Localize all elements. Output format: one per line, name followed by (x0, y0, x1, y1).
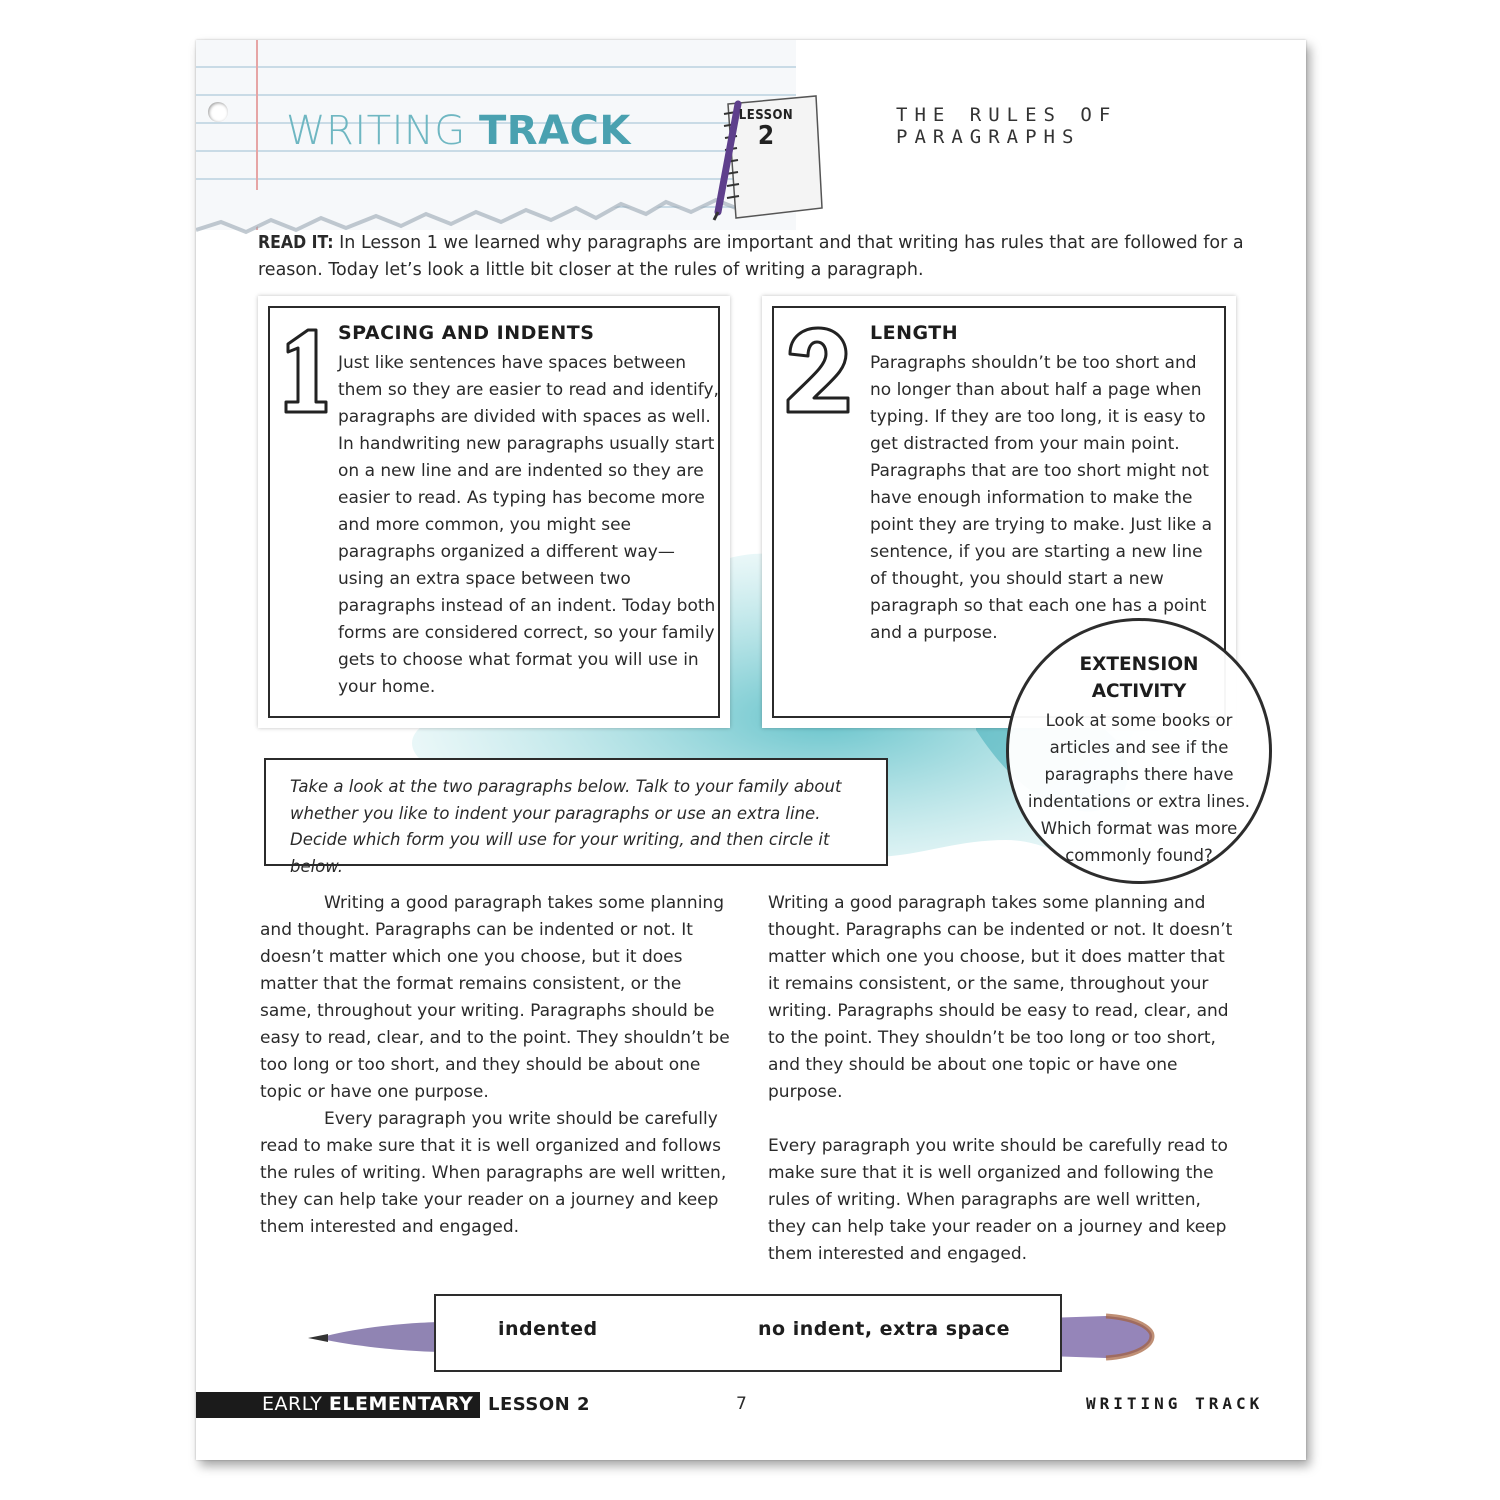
extension-activity-circle (1006, 618, 1272, 884)
rule-2-heading: LENGTH (870, 322, 959, 344)
footer-level: EARLY ELEMENTARY (262, 1393, 474, 1415)
page-topic: THE RULES OF PARAGRAPHS (896, 104, 1118, 148)
read-it-intro: READ IT: In Lesson 1 we learned why paragraphs are important and that writing has rules that are followed for a reason. Today let’s look a little bit closer at the rules of writing a paragraph. (258, 233, 1244, 280)
number-1-graphic (280, 326, 330, 416)
example-spaced-paragraph-2: Every paragraph you write should be carefully read to make sure that it is well organized and following the rules of writing. When paragraphs are well written, they can help take your reader on a journey and keep them interested and engaged. (768, 1136, 1228, 1264)
page-number: 7 (736, 1394, 747, 1414)
rule-card-spacing (258, 296, 730, 728)
example-indented-paragraph-2: Every paragraph you write should be carefully read to make sure that it is well organized and follows the rules of writing. When paragraphs are well written, they can help take your reader on a journey and keep them interested and engaged. (260, 1109, 727, 1237)
footer-track: WRITING TRACK (1086, 1394, 1264, 1413)
choice-no-indent[interactable]: no indent, extra space (758, 1318, 1011, 1340)
paper-hole (208, 102, 228, 122)
lesson-label: LESSON (738, 108, 794, 123)
number-2-graphic (782, 326, 854, 416)
example-spaced-column (768, 890, 1238, 1268)
instruction-box (264, 758, 888, 876)
rule-1-heading: SPACING AND INDENTS (338, 322, 595, 344)
example-indented-paragraph-1: Writing a good paragraph takes some planning and thought. Paragraphs can be indented or not. It doesn’t matter which one you choose, but it does matter that the format remains consistent, or the same, throughout your writing. Paragraphs should be easy to read, clear, and to the point. They shouldn’t be too long or too short, and they should be about one topic or have one purpose. (260, 893, 730, 1102)
rule-1-body: Just like sentences have spaces between them so they are easier to read and identify, paragraphs are divided with spaces as well. In handwriting new paragraphs usually start on a new line and are indented so they are easier to read. As typing has become more and more common, you might see paragraphs organized a different way—using an extra space between two paragraphs instead of an indent. Today both forms are considered correct, so your family gets to choose what format you will use in your home. (338, 353, 719, 697)
instruction-text: Take a look at the two paragraphs below. Talk to your family about whether you like to indent your paragraphs or use an extra line. Decide which form you will use for your writing, and then circle it below. (290, 777, 842, 876)
example-spaced-paragraph-1: Writing a good paragraph takes some planning and thought. Paragraphs can be indented or not. It doesn’t matter which one you choose, but it does matter that it remains consistent, or the same, throughout your writing. Paragraphs should be easy to read, clear, and to the point. They shouldn’t be too long or too short, and they should be about one topic or have one purpose. (768, 893, 1233, 1102)
worksheet-page (196, 40, 1306, 1460)
lesson-number: 2 (757, 121, 775, 151)
example-indented-column (260, 890, 736, 1241)
choice-indented[interactable]: indented (498, 1318, 598, 1340)
format-choice-box (434, 1294, 1062, 1372)
extension-body: Look at some books or articles and see if the paragraphs there have indentations or extra lines. Which format was more commonly found? (1027, 711, 1251, 865)
rule-2-body: Paragraphs shouldn’t be too short and no longer than about half a page when typing. If they are too long, it is easy to get distracted from your main point. Paragraphs that are too short might not have enough information to make the point they are trying to make. Just like a sentence, if you are starting a new line of thought, you should start a new paragraph so that each one has a point and a purpose. (870, 353, 1213, 643)
extension-heading: EXTENSION ACTIVITY (1079, 654, 1199, 702)
lesson-badge (736, 108, 796, 149)
footer-lesson: LESSON 2 (488, 1394, 591, 1415)
brand-title: WRITING TRACK (286, 108, 631, 154)
